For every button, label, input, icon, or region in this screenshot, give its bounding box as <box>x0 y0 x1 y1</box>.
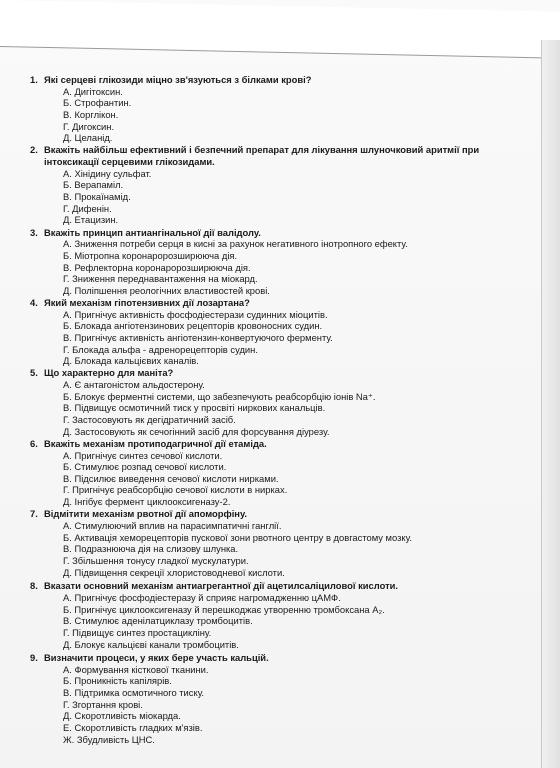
answer-option: В. Корглікон. <box>63 108 119 120</box>
page-top-edge <box>0 0 560 59</box>
question-heading <box>30 227 535 239</box>
question-2 <box>30 144 535 226</box>
question-number: 9. <box>30 652 38 664</box>
answer-option: В. Підтримка осмотичного тиску. <box>63 687 205 699</box>
question-number: 1. <box>30 74 38 85</box>
answer-options <box>30 379 535 437</box>
answer-option: А. Пригнічує активність фосфодіестерази судинних міоцитів. <box>63 308 328 320</box>
answer-options <box>30 592 535 650</box>
question-text: Вкажіть найбільш ефективний і безпечний препарат для лікування шлуночковий аритмії при інтоксикації серцевими глікозидами. <box>44 144 480 168</box>
answer-option: В. Рефлекторна коронаророзширююча дія. <box>63 261 251 273</box>
question-heading <box>30 144 535 167</box>
answer-option: Г. Застосовують як дегідратичний засіб. <box>63 414 236 426</box>
question-6 <box>30 438 535 508</box>
answer-option: Б. Проникність капілярів. <box>63 675 172 687</box>
answer-options <box>30 168 535 226</box>
answer-option: Г. Дигоксин. <box>63 120 115 132</box>
answer-option: Г. Пригнічує реабсорбцію сечової кислоти в нирках. <box>63 484 288 496</box>
question-heading <box>30 297 535 309</box>
answer-option: Д. Застосовують як сечогінний засіб для форсування діурезу. <box>63 425 330 437</box>
question-heading <box>30 438 535 450</box>
answer-option: Д. Скоротливість міокарда. <box>63 710 181 722</box>
question-8 <box>30 580 535 650</box>
answer-options <box>30 238 535 296</box>
answer-option: Д. Підвищення секреції хлористоводневої кислоти. <box>63 566 285 578</box>
answer-option: Г. Дифенін. <box>63 202 112 214</box>
question-number: 2. <box>30 144 38 156</box>
answer-option: А. Пригнічує синтез сечової кислоти. <box>63 449 223 461</box>
question-list <box>30 74 535 745</box>
question-number: 3. <box>30 226 38 238</box>
question-text: Що характерно для маніта? <box>44 367 174 379</box>
answer-option: Б. Пригнічує циклооксигеназу й перешкоджає утворенню тромбоксана A₂. <box>63 603 385 615</box>
answer-options <box>30 664 535 746</box>
answer-option: Д. Етацизин. <box>63 214 119 226</box>
answer-option: Е. Скоротливість гладких м'язів. <box>63 722 203 734</box>
answer-option: А. Є антагоністом альдостерону. <box>63 379 205 391</box>
question-text: Вкажіть механізм протиподагричної дії етаміда. <box>44 437 267 449</box>
answer-option: В. Підсилює виведення сечової кислоти нирками. <box>63 472 279 484</box>
answer-option: Б. Міотропна коронаророзширююча дія. <box>63 249 238 261</box>
answer-option: В. Подразнююча дія на слизову шлунка. <box>63 543 239 555</box>
question-number: 8. <box>30 580 38 592</box>
question-heading <box>30 74 535 86</box>
answer-option: Д. Поліпшення реологічних властивостей крові. <box>63 284 270 296</box>
question-5 <box>30 367 535 437</box>
answer-option: Г. Підвищує синтез простацикліну. <box>63 626 212 638</box>
answer-option: А. Хінідину сульфат. <box>63 167 152 179</box>
question-heading <box>30 580 535 592</box>
answer-option: А. Дигітоксин. <box>63 85 123 97</box>
question-number: 5. <box>30 367 38 379</box>
question-text: Визначити процеси, у яких бере участь кальцій. <box>44 652 269 664</box>
answer-option: В. Стимулює аденілатциклазу тромбоцитів. <box>63 615 253 627</box>
answer-option: В. Підвищує осмотичний тиск у просвіті ниркових канальців. <box>63 402 326 414</box>
answer-option: Б. Стимулює розпад сечової кислоти. <box>63 461 227 473</box>
answer-option: Б. Блокує ферментні системи, що забезпечують реабсорбцію іонів Na⁺. <box>63 390 376 402</box>
question-3 <box>30 227 535 297</box>
answer-option: Б. Блокада ангіотензинових рецепторів кровоносних судин. <box>63 320 323 332</box>
answer-option: Г. Збільшення тонусу гладкої мускулатури. <box>63 554 249 566</box>
answer-option: Г. Зниження переднавантаження на міокард. <box>63 273 258 285</box>
question-number: 4. <box>30 296 38 308</box>
question-1 <box>30 74 535 144</box>
answer-option: В. Прокаїнамід. <box>63 191 131 203</box>
answer-option: Д. Блокада кальцієвих каналів. <box>63 355 199 367</box>
answer-option: В. Пригнічує активність ангіотензин-конвертуючого ферменту. <box>63 331 333 343</box>
question-number: 7. <box>30 508 38 520</box>
answer-option: Г. Блокада альфа - адренорецепторів судин. <box>63 343 258 355</box>
answer-option: Б. Строфантин. <box>63 97 132 109</box>
question-heading <box>30 508 535 520</box>
answer-option: А. Зниження потреби серця в кисні за рахунок негативного інотропного ефекту. <box>63 238 408 250</box>
question-9 <box>30 652 535 745</box>
question-heading <box>30 367 535 379</box>
answer-options <box>30 520 535 578</box>
answer-option: А. Пригнічує фосфодіестеразу й сприяє нагромадженню цАМФ. <box>63 591 341 603</box>
answer-option: А. Стимулюючий вплив на парасимпатичні ганглії. <box>63 519 282 531</box>
answer-options <box>30 309 535 367</box>
answer-option: Д. Блокує кальцієві канали тромбоцитів. <box>63 638 239 650</box>
question-7 <box>30 508 535 578</box>
answer-options <box>30 450 535 508</box>
answer-option: Д. Інгібує фермент циклооксигеназу-2. <box>63 496 231 508</box>
answer-option: А. Формування кісткової тканини. <box>63 663 209 675</box>
answer-option: Ж. Збудливість ЦНС. <box>63 733 155 745</box>
page-right-edge <box>541 40 560 768</box>
answer-options <box>30 86 535 144</box>
answer-option: Б. Верапаміл. <box>63 179 124 191</box>
question-text: Вкажіть принцип антиангінальної дії валідолу. <box>44 226 261 238</box>
question-text: Який механізм гіпотензивних дії лозартана? <box>44 296 250 308</box>
question-number: 6. <box>30 437 38 449</box>
question-text: Вказати основний механізм антиагрегантної дії ацетилсаліцилової кислоти. <box>44 580 399 592</box>
answer-option: Г. Згортання крові. <box>63 698 143 710</box>
question-4 <box>30 297 535 367</box>
question-heading <box>30 652 535 664</box>
question-text: Відмітити механізм рвотної дії апоморфіну. <box>44 508 247 520</box>
question-text: Які серцеві глікозиди міцно зв'язуються з білками крові? <box>44 74 312 85</box>
answer-option: Б. Активація хеморецепторів пускової зони рвотного центру в довгастому мозку. <box>63 531 412 543</box>
answer-option: Д. Целанід. <box>63 132 113 144</box>
